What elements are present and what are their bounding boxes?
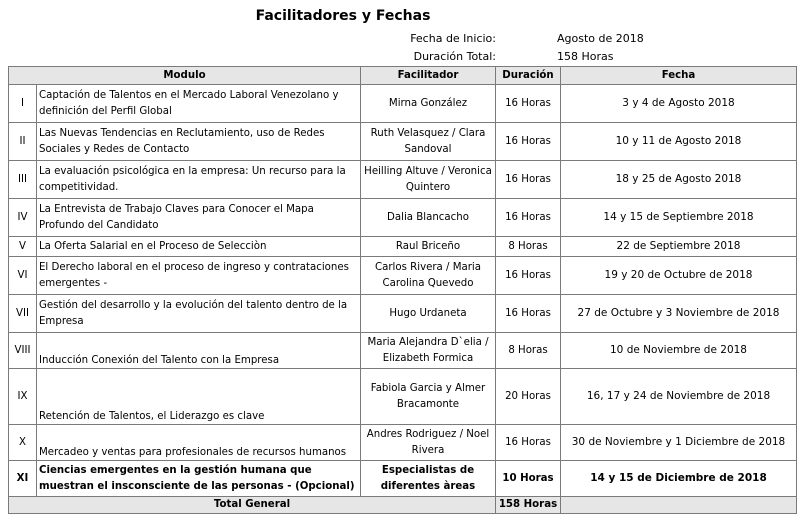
module-number: IX xyxy=(9,369,37,425)
module-name: El Derecho laboral en el proceso de ingreso y contrataciones emergentes - xyxy=(37,257,361,295)
duration: 16 Horas xyxy=(496,295,561,333)
module-number: IV xyxy=(9,199,37,237)
date: 10 y 11 de Agosto 2018 xyxy=(561,123,797,161)
duration: 16 Horas xyxy=(496,425,561,461)
duration: 10 Horas xyxy=(496,461,561,497)
date: 18 y 25 de Agosto 2018 xyxy=(561,161,797,199)
date: 14 y 15 de Septiembre 2018 xyxy=(561,199,797,237)
facilitator: Heilling Altuve / Veronica Quintero xyxy=(361,161,496,199)
facilitator: Dalia Blancacho xyxy=(361,199,496,237)
table-row xyxy=(9,199,797,237)
module-name: Ciencias emergentes en la gestión humana que muestran el insconsciente de las personas - (Opcional) xyxy=(37,461,361,497)
table-row xyxy=(9,257,797,295)
start-date-value: Agosto de 2018 xyxy=(557,32,644,45)
table-row xyxy=(9,237,797,257)
facilitator: Mirna González xyxy=(361,85,496,123)
module-name: La Oferta Salarial en el Proceso de Selecciòn xyxy=(37,237,361,257)
duration: 8 Horas xyxy=(496,333,561,369)
facilitator: Carlos Rivera / Maria Carolina Quevedo xyxy=(361,257,496,295)
module-number: XI xyxy=(9,461,37,497)
table-row xyxy=(9,425,797,461)
table-header-row xyxy=(9,67,797,85)
duration: 20 Horas xyxy=(496,369,561,425)
facilitator: Ruth Velasquez / Clara Sandoval xyxy=(361,123,496,161)
module-number: V xyxy=(9,237,37,257)
module-name: Las Nuevas Tendencias en Reclutamiento, uso de Redes Sociales y Redes de Contacto xyxy=(37,123,361,161)
module-number: I xyxy=(9,85,37,123)
date: 10 de Noviembre de 2018 xyxy=(561,333,797,369)
date: 16, 17 y 24 de Noviembre de 2018 xyxy=(561,369,797,425)
header-duracion: Duración xyxy=(496,67,561,85)
module-name: Inducción Conexión del Talento con la Empresa xyxy=(37,333,361,369)
page-title: Facilitadores y Fechas xyxy=(255,8,431,24)
header-facilitador: Facilitador xyxy=(361,67,496,85)
duration: 16 Horas xyxy=(496,85,561,123)
date: 14 y 15 de Diciembre de 2018 xyxy=(561,461,797,497)
duration: 16 Horas xyxy=(496,199,561,237)
duration: 8 Horas xyxy=(496,237,561,257)
total-value: 158 Horas xyxy=(496,497,561,514)
header-modulo: Modulo xyxy=(9,67,361,85)
schedule-table xyxy=(8,66,797,514)
module-name: Mercadeo y ventas para profesionales de recursos humanos xyxy=(37,425,361,461)
table-row xyxy=(9,333,797,369)
total-duration-label: Duración Total: xyxy=(413,50,496,63)
date: 27 de Octubre y 3 Noviembre de 2018 xyxy=(561,295,797,333)
date: 30 de Noviembre y 1 Diciembre de 2018 xyxy=(561,425,797,461)
facilitator: Andres Rodriguez / Noel Rivera xyxy=(361,425,496,461)
table-row xyxy=(9,461,797,497)
date: 22 de Septiembre 2018 xyxy=(561,237,797,257)
duration: 16 Horas xyxy=(496,257,561,295)
table-row xyxy=(9,123,797,161)
table-row xyxy=(9,295,797,333)
module-name: Retención de Talentos, el Liderazgo es clave xyxy=(37,369,361,425)
module-name: La Entrevista de Trabajo Claves para Conocer el Mapa Profundo del Candidato xyxy=(37,199,361,237)
duration: 16 Horas xyxy=(496,161,561,199)
module-number: VI xyxy=(9,257,37,295)
header-fecha: Fecha xyxy=(561,67,797,85)
table-row xyxy=(9,369,797,425)
module-number: VII xyxy=(9,295,37,333)
module-name: La evaluación psicológica en la empresa: Un recurso para la competitividad. xyxy=(37,161,361,199)
start-date-label: Fecha de Inicio: xyxy=(410,32,496,45)
facilitator: Fabiola Garcia y Almer Bracamonte xyxy=(361,369,496,425)
module-number: X xyxy=(9,425,37,461)
module-name: Captación de Talentos en el Mercado Laboral Venezolano y definición del Perfil Global xyxy=(37,85,361,123)
facilitator: Maria Alejandra D`elia / Elizabeth Formica xyxy=(361,333,496,369)
facilitator: Especialistas de diferentes àreas xyxy=(361,461,496,497)
table-row xyxy=(9,85,797,123)
total-empty-cell xyxy=(561,497,797,514)
module-number: III xyxy=(9,161,37,199)
total-row xyxy=(9,497,797,514)
total-duration-value: 158 Horas xyxy=(557,50,614,63)
table-row xyxy=(9,161,797,199)
date: 19 y 20 de Octubre de 2018 xyxy=(561,257,797,295)
module-number: VIII xyxy=(9,333,37,369)
total-label: Total General xyxy=(9,497,496,514)
duration: 16 Horas xyxy=(496,123,561,161)
date: 3 y 4 de Agosto 2018 xyxy=(561,85,797,123)
facilitator: Hugo Urdaneta xyxy=(361,295,496,333)
facilitator: Raul Briceño xyxy=(361,237,496,257)
module-name: Gestión del desarrollo y la evolución del talento dentro de la Empresa xyxy=(37,295,361,333)
module-number: II xyxy=(9,123,37,161)
